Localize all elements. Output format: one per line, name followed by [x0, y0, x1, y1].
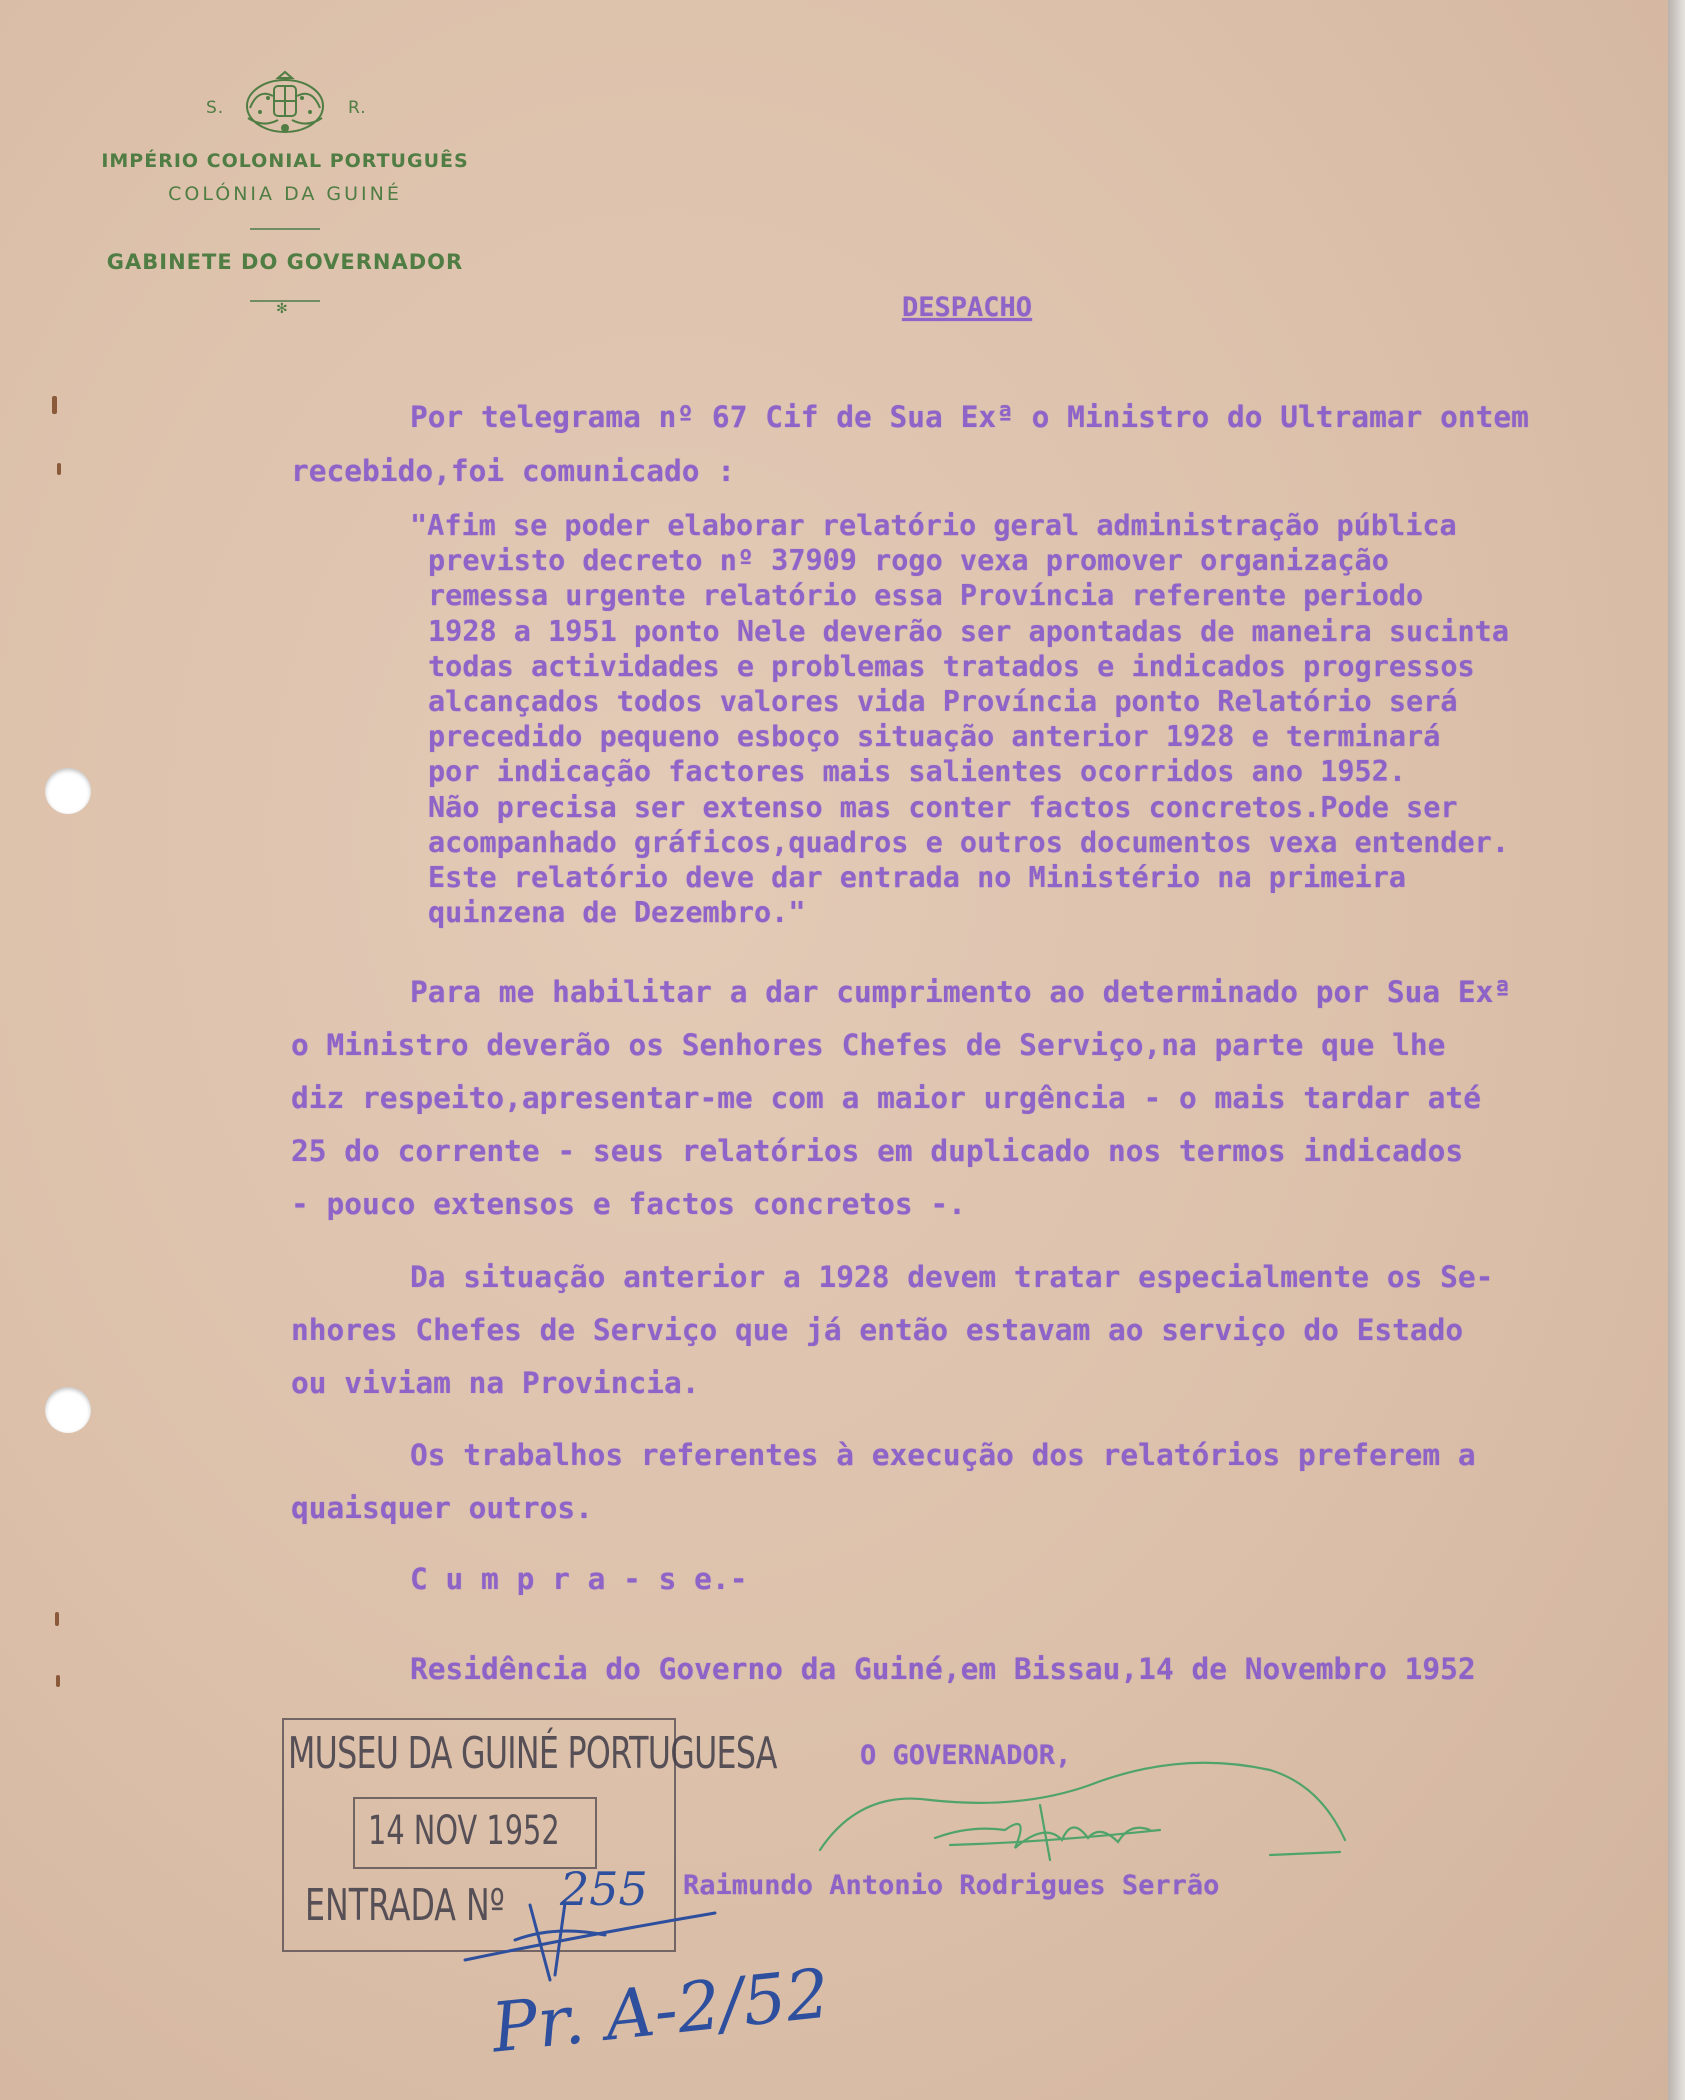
punch-hole-bottom: [45, 1387, 91, 1433]
quote-line: remessa urgente relatório essa Província referente periodo: [428, 579, 1424, 613]
para3-line-3: ou viviam na Provincia.: [291, 1366, 700, 1400]
letterhead-empire: IMPÉRIO COLONIAL PORTUGUÊS: [101, 150, 469, 172]
para3-line-1: Da situação anterior a 1928 devem tratar especialmente os Se-: [410, 1260, 1494, 1294]
ornament-icon: ✻: [276, 301, 289, 317]
page-edge: [1668, 0, 1685, 2100]
stamp-entry-label: ENTRADA Nº: [305, 1880, 505, 1931]
margin-mark: [55, 1612, 59, 1626]
stamp-date: 14 NOV 1952: [368, 1808, 560, 1854]
quote-line: 1928 a 1951 ponto Nele deverão ser apontadas de maneira sucinta: [428, 614, 1509, 648]
quote-line: acompanhado gráficos,quadros e outros documentos vexa entender.: [428, 825, 1509, 859]
para2-line-4: 25 do corrente - seus relatórios em duplicado nos termos indicados: [291, 1134, 1464, 1168]
quote-line: alcançados todos valores vida Província ponto Relatório será: [428, 685, 1458, 719]
signatory-title: O GOVERNADOR,: [860, 1740, 1072, 1771]
handwritten-signature: [800, 1730, 1360, 1880]
para2-line-5: - pouco extensos e factos concretos -.: [291, 1187, 966, 1221]
quote-line: todas actividades e problemas tratados e indicados progressos: [428, 649, 1475, 683]
para4-line-1: Os trabalhos referentes à execução dos relatórios preferem a: [410, 1438, 1476, 1472]
quote-line: "Afim se poder elaborar relatório geral administração pública: [410, 509, 1457, 542]
quote-line: quinzena de Dezembro.": [428, 896, 806, 930]
intro-line-1: Por telegrama nº 67 Cif de Sua Exª o Ministro do Ultramar ontem: [410, 400, 1529, 434]
handwritten-reference: Pr. A-2/52: [488, 1954, 834, 2069]
letterhead-divider: [250, 228, 320, 230]
punch-hole-top: [45, 768, 91, 814]
letterhead-r: R.: [348, 98, 367, 118]
entry-number: 255: [560, 1862, 648, 1916]
margin-mark: [57, 463, 61, 475]
para4-line-2: quaisquer outros.: [291, 1491, 593, 1525]
para2-line-1: Para me habilitar a dar cumprimento ao determinado por Sua Exª: [410, 975, 1512, 1009]
document-title: DESPACHO: [902, 292, 1033, 323]
margin-mark: [52, 396, 57, 414]
stamp-museum-name: MUSEU DA GUINÉ PORTUGUESA: [288, 1728, 777, 1779]
para2-line-2: o Ministro deverão os Senhores Chefes de Serviço,na parte que lhe: [291, 1028, 1446, 1062]
closing-text: C u m p r a - s e.-: [410, 1562, 748, 1596]
quote-line: Não precisa ser extenso mas conter factos concretos.Pode ser: [428, 790, 1458, 824]
margin-mark: [56, 1675, 60, 1687]
letterhead-s: S.: [206, 98, 225, 118]
letterhead-colony: COLÓNIA DA GUINÉ: [168, 183, 402, 205]
para3-line-2: nhores Chefes de Serviço que já então estavam ao serviço do Estado: [291, 1313, 1464, 1347]
quote-line: previsto decreto nº 37909 rogo vexa promover organização: [428, 544, 1389, 578]
quote-line: Este relatório deve dar entrada no Ministério na primeira: [428, 861, 1407, 895]
para2-line-3: diz respeito,apresentar-me com a maior urgência - o mais tardar até: [291, 1081, 1481, 1115]
signatory-name: Raimundo Antonio Rodrigues Serrão: [683, 1870, 1220, 1901]
place-date: Residência do Governo da Guiné,em Bissau,14 de Novembro 1952: [410, 1652, 1476, 1686]
telegram-quote: [410, 508, 1509, 930]
coat-of-arms-icon: [238, 68, 332, 142]
quote-line: precedido pequeno esboço situação anterior 1928 e terminará: [428, 720, 1441, 754]
letterhead-office: GABINETE DO GOVERNADOR: [106, 250, 464, 274]
quote-line: por indicação factores mais salientes ocorridos ano 1952.: [428, 755, 1407, 789]
intro-line-2: recebido,foi comunicado :: [291, 454, 736, 488]
